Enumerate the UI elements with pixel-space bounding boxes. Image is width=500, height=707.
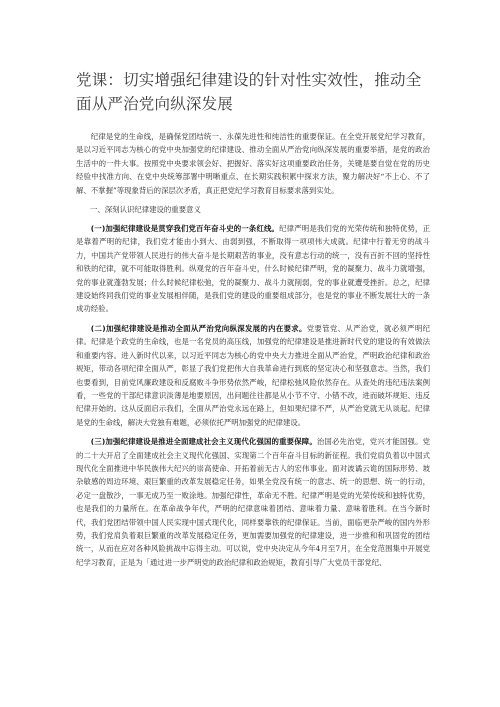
paragraph-3 xyxy=(76,435,430,569)
intro-paragraph: 纪律是党的生命线，是确保党团结统一、永葆先进性和纯洁性的重要保证。在全党开展党纪学习教育，是以习近平同志为核心的党中央加强党的纪律建设、推动全面从严治党向纵深发展的重要举措，是党的政治生活中的一件大事。按照党中央要求领会好、把握好、落实好这项重要政治任务，关键是要自觉在党的历史经验中找准方向、在党中央统筹部署中明晰重点、在长期实践积累中探求方法，聚力解决好“不上心、不了解、不掌握”等现象背后的深层次矛盾，真正把党纪学习教育目标要求落到实处。 xyxy=(76,132,430,195)
document-title: 党课：切实增强纪律建设的针对性实效性，推动全面从严治党向纵深发展 xyxy=(76,71,422,113)
paragraph-1-lead: (一)加强纪律建设是贯穿我们党百年奋斗史的一条红线。 xyxy=(90,224,280,234)
paragraph-3-lead: (三)加强纪律建设是推进全面建成社会主义现代化强国的重要保障。 xyxy=(90,437,317,447)
paragraph-3-body: 治国必先治党，党兴才能国强。党的二十大开启了全面建成社会主义现代化强国、实现第二个百年奋斗目标的新征程。我们党肩负着以中国式现代化全面推进中华民族伟大纪兴的崇高使命、开拓着前无古人的宏伟事业。面对波谲云诡的国际形势、坡杂敏感的周边环境、艰巨繁重的改革发展稳定任务，如果全党没有统一的意志、统一的思想、统一的行动，必定一盘散沙，一事无成乃至一败涂地。加强纪律性，革命无不胜。纪律严明是党的光荣传统和独特优势，也是我们的力量所在。在革命战争年代，严明的纪律意味着团结、意味着力量、意味着胜利。在当今新时代，我们党团结带领中国人民实现中国式现代化，同样要靠铁的纪律保证。当前，面临更杂严峻的国内外形势，我们党肩负着艰巨繁重的改革发展稳定任务，更加需要加强党的纪律建设，进一步推和和巩固党的团结统一，从而在应对各种风险挑战中忘得主动。可以说，党中央决定从今年4月至7月，在全党范围集中开展党纪学习教育，正是为「通过进一步严明党的政治纪律和政治规矩，教育引导广大党员干部党纪、 xyxy=(76,437,430,567)
paragraph-2-body: 党要管党、从严治党，就必须严明纪律。纪律是个政党的生命线，也是一名党员的高压线，加强党的纪律建设是推进新时代党的建设的有效做法和重要内容。进入新时代以来，以习近平同志为核心的党中央大力推进全面从严治党，严明政治纪律和政治规矩，带动各项纪律全面从严，彰显了我们党把伟大自我革命进行到底的坚定决心和坚强意志。当然，我们也要看到，目前党风廉政建设和反腐败斗争形势依然严峻，纪律松弛风险依然存在。从查处的违纪违法案例看，一些党的干部纪律意识淡薄是地要原因，出问题往往都是从小节不守、小错不改，进而破坏规矩、违反纪律开始的。这从反面启示我们，全面从严治党永远在路上，但如果纪律不严，从严治党就无从谈起。纪律是党的生命线，解决大党独有难题，必须依托严明加强党的纪律建设。 xyxy=(76,323,430,427)
paragraph-2 xyxy=(76,322,430,429)
paragraph-2-lead: (二)加强纪律建设是推动全面从严治党向纵深发展的内在要求。 xyxy=(90,323,307,333)
paragraph-1 xyxy=(76,222,430,316)
section-heading: 一、深刻认识纪律建设的重要意义 xyxy=(90,205,201,215)
paragraph-1-body: 纪律严明是我们党的光荣传统和独特优势，正是靠着严明的纪律，我们党才能由小到大、由弱到强，不断取得一项项伟大成就。纪律中行着无穷的战斗力，中国共产党带领人民进行的伟大奋斗是长期艰苦的事业，没有意志行动的统一，没有百折不回的坚持性和铁的纪律，就不可能取得胜利。纵观党的百年奋斗史，什么时候纪律严明，党的凝聚力、战斗力就增强，党的事业就蓬勃发展；什么时候纪律松弛，党的凝聚力、战斗力就削弱，党的事业就遭受挫折。总之，纪律建设始终同我们党的事业发展相伴随，是我们党的建设的重要组成部分，也是党的事业不断发展壮大的一条成功经验。 xyxy=(76,224,430,314)
